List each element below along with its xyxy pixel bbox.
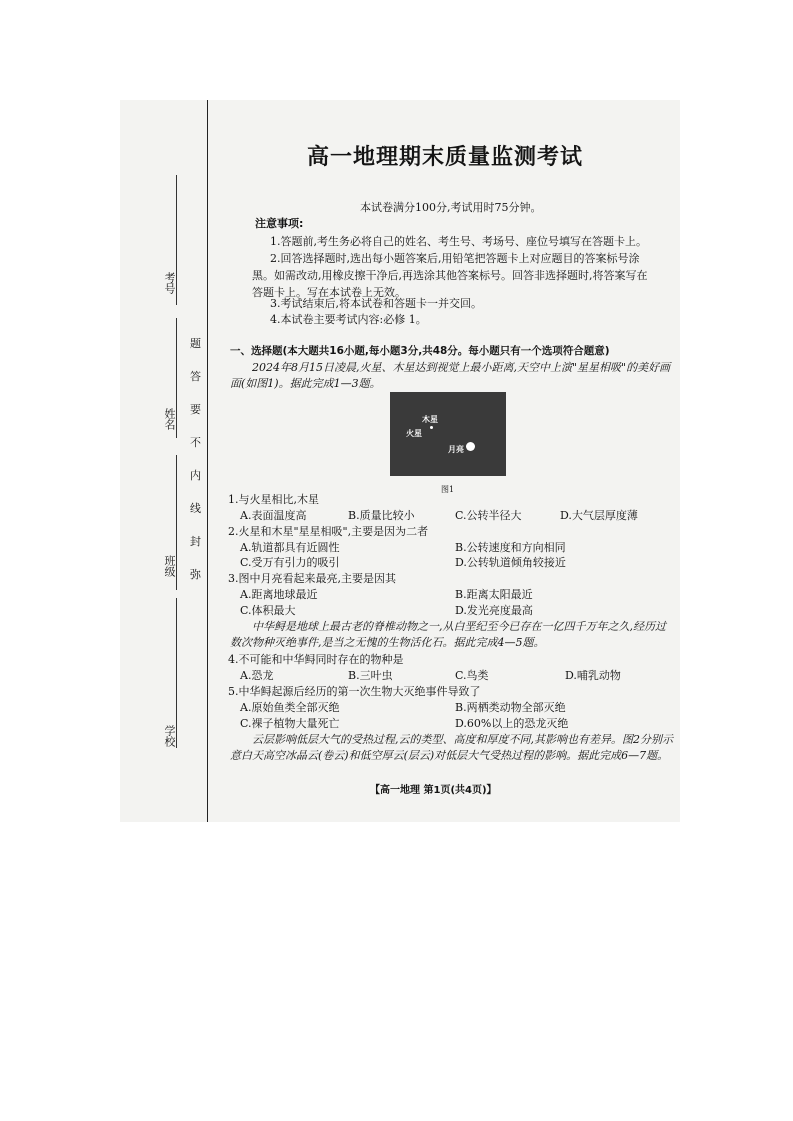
binding-margin-rule <box>207 100 208 822</box>
option: B.三叶虫 <box>348 669 393 682</box>
option: B.距离太阳最近 <box>455 588 533 601</box>
seal-char: 内 <box>190 469 201 482</box>
passage-line: 2024年8月15日凌晨,火星、木星达到视觉上最小距离,天空中上演"星星相吸"的美好画 <box>252 361 671 374</box>
exam-subtitle: 本试卷满分100分,考试用时75分钟。 <box>360 201 542 214</box>
exam-title: 高一地理期末质量监测考试 <box>306 145 583 170</box>
note-line: 3.考试结束后,将本试卷和答题卡一并交回。 <box>270 297 482 310</box>
option: B.质量比较小 <box>348 509 415 522</box>
option: A.原始鱼类全部灭绝 <box>240 701 340 714</box>
passage-line: 云层影响低层大气的受热过程,云的类型、高度和厚度不同,其影响也有差异。图2分别示 <box>252 733 673 746</box>
question-stem: 2.火星和木星"星星相吸",主要是因为二者 <box>228 525 429 538</box>
option: C.体积最大 <box>240 604 296 617</box>
seal-char: 弥 <box>190 568 201 581</box>
question-stem: 5.中华鲟起源后经历的第一次生物大灭绝事件导致了 <box>228 685 481 698</box>
option: A.轨道都具有近圆性 <box>240 541 340 554</box>
exam-no-line <box>176 175 177 305</box>
class-label: 班级 <box>163 555 176 577</box>
option: C.裸子植物大量死亡 <box>240 717 340 730</box>
note-line: 答题卡上。写在本试卷上无效。 <box>252 286 406 299</box>
option: D.大气层厚度薄 <box>560 509 638 522</box>
class-line <box>176 455 177 590</box>
option: D.哺乳动物 <box>565 669 621 682</box>
option: A.距离地球最近 <box>240 588 318 601</box>
option: C.受万有引力的吸引 <box>240 556 340 569</box>
passage-line: 面(如图1)。据此完成1—3题。 <box>230 377 381 390</box>
moon-label: 月亮 <box>448 445 464 454</box>
option: D.公转轨道倾角较接近 <box>455 556 566 569</box>
figure-1-caption: 图1 <box>441 485 455 494</box>
moon-dot <box>466 442 475 451</box>
school-label: 学校 <box>163 725 176 747</box>
jupiter-label: 木星 <box>422 415 438 424</box>
question-stem: 3.图中月亮看起来最亮,主要是因其 <box>228 572 396 585</box>
mars-label: 火星 <box>406 429 422 438</box>
section-heading: 一、选择题(本大题共16小题,每小题3分,共48分。每小题只有一个选项符合题意) <box>230 345 610 357</box>
note-line: 4.本试卷主要考试内容:必修 1。 <box>270 313 427 326</box>
question-stem: 1.与火星相比,木星 <box>228 493 319 506</box>
school-line <box>176 598 177 748</box>
option: B.两栖类动物全部灭绝 <box>455 701 566 714</box>
seal-char: 要 <box>190 403 201 416</box>
page-footer: 【高一地理 第1页(共4页)】 <box>370 785 497 796</box>
seal-char: 线 <box>190 502 201 515</box>
figure-1-photo <box>390 392 506 476</box>
notes-heading: 注意事项: <box>255 217 304 230</box>
name-label: 姓名 <box>163 408 176 430</box>
note-line: 黑。如需改动,用橡皮擦干净后,再选涂其他答案标号。回答非选择题时,将答案写在 <box>252 269 648 282</box>
note-line: 2.回答选择题时,选出每小题答案后,用铅笔把答题卡上对应题目的答案标号涂 <box>270 252 640 265</box>
option: D.60%以上的恐龙灭绝 <box>455 717 569 730</box>
option: C.公转半径大 <box>455 509 522 522</box>
passage-line: 数次物种灭绝事件,是当之无愧的生物活化石。据此完成4—5题。 <box>230 636 545 649</box>
name-line <box>176 318 177 438</box>
option: D.发光亮度最高 <box>455 604 533 617</box>
option: B.公转速度和方向相同 <box>455 541 566 554</box>
option: A.恐龙 <box>240 669 274 682</box>
exam-no-label: 考号 <box>163 272 176 294</box>
note-line: 1.答题前,考生务必将自己的姓名、考生号、考场号、座位号填写在答题卡上。 <box>270 235 647 248</box>
question-stem: 4.不可能和中华鲟同时存在的物种是 <box>228 653 404 666</box>
seal-char: 封 <box>190 535 201 548</box>
passage-line: 中华鲟是地球上最古老的脊椎动物之一,从白垩纪至今已存在一亿四千万年之久,经历过 <box>252 620 666 633</box>
jupiter-dot <box>430 426 433 429</box>
option: C.鸟类 <box>455 669 489 682</box>
seal-char: 题 <box>190 337 201 350</box>
seal-char: 不 <box>190 436 201 449</box>
passage-line: 意白天高空冰晶云(卷云)和低空厚云(层云)对低层大气受热过程的影响。据此完成6—7题。 <box>230 749 669 762</box>
option: A.表面温度高 <box>240 509 307 522</box>
seal-char: 答 <box>190 370 201 383</box>
